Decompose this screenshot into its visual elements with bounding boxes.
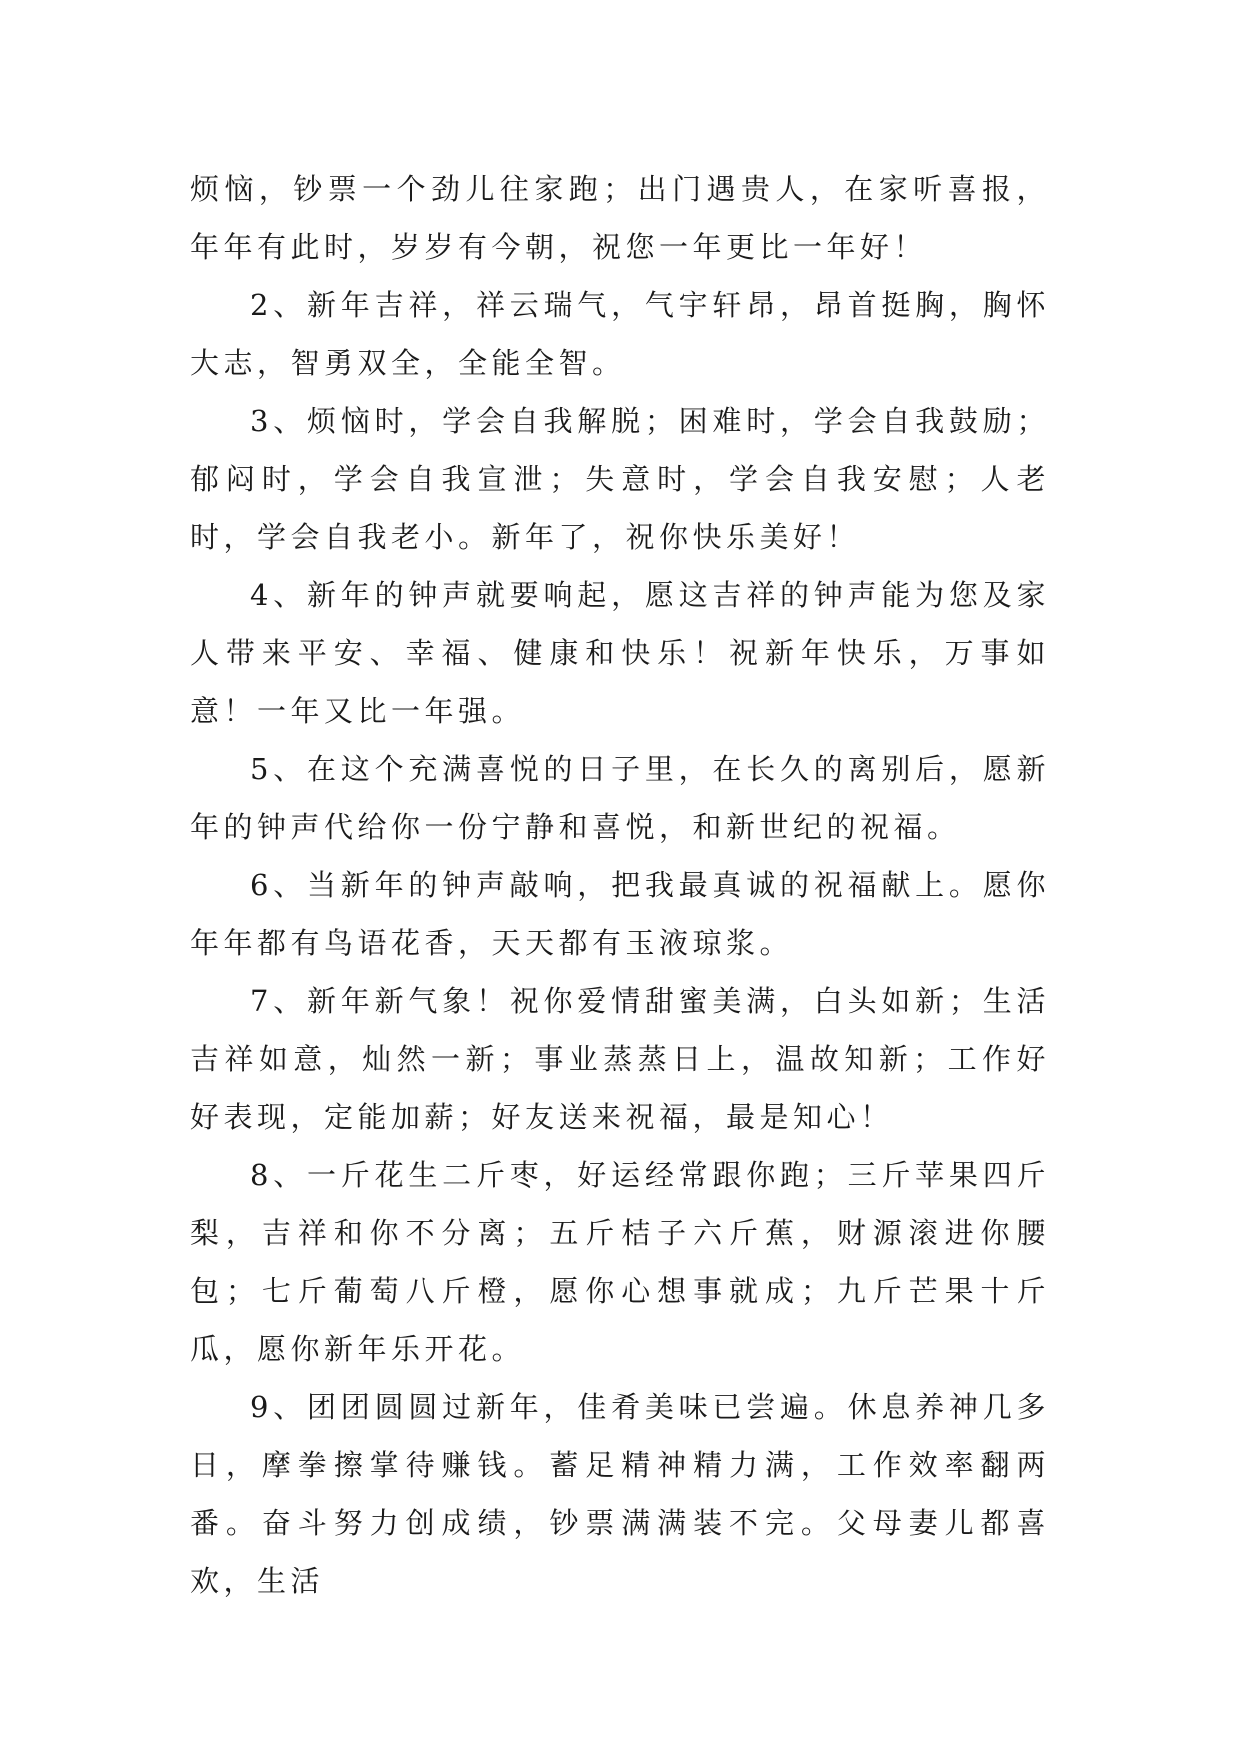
paragraph-item-5: 5、在这个充满喜悦的日子里，在长久的离别后，愿新年的钟声代给你一份宁静和喜悦，和新世纪的祝福。 bbox=[190, 752, 1050, 844]
paragraph-item-4: 4、新年的钟声就要响起，愿这吉祥的钟声能为您及家人带来平安、幸福、健康和快乐！祝新年快乐，万事如意！一年又比一年强。 bbox=[190, 578, 1050, 728]
paragraph-item-3: 3、烦恼时，学会自我解脱；困难时，学会自我鼓励；郁闷时，学会自我宣泄；失意时，学会自我安慰；人老时，学会自我老小。新年了，祝你快乐美好！ bbox=[190, 404, 1050, 554]
paragraph-item-9: 9、团团圆圆过新年，佳肴美味已尝遍。休息养神几多日，摩拳擦掌待赚钱。蓄足精神精力满，工作效率翻两番。奋斗努力创成绩，钞票满满装不完。父母妻儿都喜欢，生活 bbox=[190, 1390, 1050, 1598]
document-body bbox=[190, 160, 1050, 1610]
paragraph-continuation: 烦恼，钞票一个劲儿往家跑；出门遇贵人，在家听喜报，年年有此时，岁岁有今朝，祝您一年更比一年好！ bbox=[190, 172, 1050, 264]
paragraph-item-7: 7、新年新气象！祝你爱情甜蜜美满，白头如新；生活吉祥如意，灿然一新；事业蒸蒸日上，温故知新；工作好好表现，定能加薪；好友送来祝福，最是知心！ bbox=[190, 984, 1050, 1134]
paragraph-item-8: 8、一斤花生二斤枣，好运经常跟你跑；三斤苹果四斤梨，吉祥和你不分离；五斤桔子六斤蕉，财源滚进你腰包；七斤葡萄八斤橙，愿你心想事就成；九斤芒果十斤瓜，愿你新年乐开花。 bbox=[190, 1158, 1050, 1366]
paragraph-item-2: 2、新年吉祥，祥云瑞气，气宇轩昂，昂首挺胸，胸怀大志，智勇双全，全能全智。 bbox=[190, 288, 1050, 380]
paragraph-item-6: 6、当新年的钟声敲响，把我最真诚的祝福献上。愿你年年都有鸟语花香，天天都有玉液琼浆。 bbox=[190, 868, 1050, 960]
